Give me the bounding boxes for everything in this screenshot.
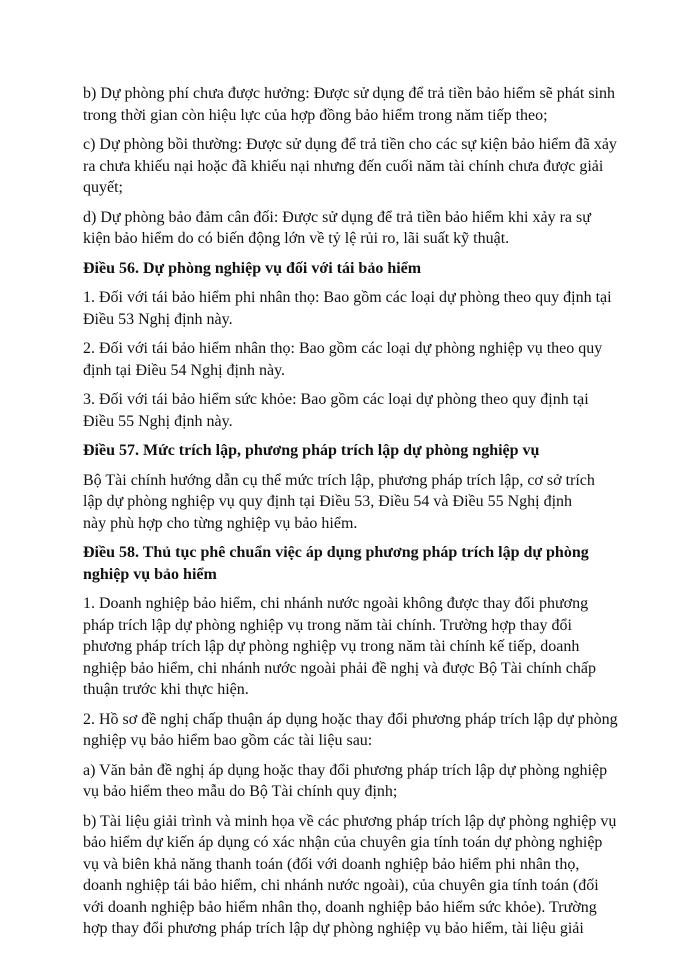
text-line: 2. Hồ sơ đề nghị chấp thuận áp dụng hoặc thay đổi phương pháp trích lập dự phòng [83, 710, 618, 728]
text-line: kiện bảo hiểm do có biến động lớn về tỷ lệ rủi ro, lãi suất kỹ thuật. [83, 230, 510, 247]
text-line: 1. Doanh nghiệp bảo hiểm, chi nhánh nước ngoài không được thay đổi phương [83, 595, 589, 612]
text-line: bảo hiểm dự kiến áp dụng có xác nhận của chuyên gia tính toán dự phòng nghiệp [83, 834, 603, 851]
heading-line: Điều 58. Thủ tục phê chuẩn việc áp dụng phương pháp trích lập dự phòng [83, 544, 589, 561]
paragraph-b-unearned-premium-reserve [83, 83, 623, 126]
text-line: Bộ Tài chính hướng dẫn cụ thể mức trích lập, phương pháp trích lập, cơ sở trích [83, 471, 595, 489]
heading-line: Điều 57. Mức trích lập, phương pháp trích lập dự phòng nghiệp vụ [83, 442, 540, 459]
article-58-item-1 [83, 593, 623, 701]
text-line: với doanh nghiệp bảo hiểm nhân thọ, doanh nghiệp bảo hiểm sức khỏe). Trường [83, 898, 597, 916]
article-56-heading [83, 258, 623, 280]
text-line: lập dự phòng nghiệp vụ quy định tại Điều 53, Điều 54 và Điều 55 Nghị định [83, 493, 573, 510]
text-line: 3. Đối với tái bảo hiểm sức khỏe: Bao gồm các loại dự phòng theo quy định tại [83, 391, 589, 408]
article-56-item-1 [83, 287, 623, 330]
text-line: a) Văn bản đề nghị áp dụng hoặc thay đổi phương pháp trích lập dự phòng nghiệp [83, 761, 608, 779]
text-line: trong thời gian còn hiệu lực của hợp đồng bảo hiểm trong năm tiếp theo; [83, 106, 548, 124]
article-56-item-2 [83, 338, 623, 381]
text-line: vụ bảo hiểm theo mẫu do Bộ Tài chính quy định; [83, 783, 398, 800]
text-line: thuận trước khi thực hiện. [83, 681, 249, 698]
text-line: doanh nghiệp tái bảo hiểm, chi nhánh nước ngoài), của chuyên gia tính toán (đối [83, 877, 599, 894]
document-page [83, 83, 623, 948]
paragraph-d-equalization-reserve [83, 207, 623, 250]
article-56-item-3 [83, 389, 623, 432]
heading-line: Điều 56. Dự phòng nghiệp vụ đối với tái bảo hiểm [83, 259, 422, 277]
text-line: nghiệp vụ bảo hiểm bao gồm các tài liệu sau: [83, 732, 373, 749]
text-line: b) Dự phòng phí chưa được hưởng: Được sử dụng để trả tiền bảo hiểm sẽ phát sinh [83, 85, 615, 102]
text-line: quyết; [83, 179, 123, 196]
text-line: b) Tài liệu giải trình và minh họa về các phương pháp trích lập dự phòng nghiệp vụ [83, 812, 617, 830]
article-58-item-2b [83, 811, 623, 940]
article-57-heading [83, 440, 623, 462]
text-line: định tại Điều 54 Nghị định này. [83, 361, 286, 379]
article-58-item-2 [83, 709, 623, 752]
text-line: vụ và biên khả năng thanh toán (đối với doanh nghiệp bảo hiểm phi nhân thọ, [83, 855, 580, 873]
text-line: Điều 55 Nghị định này. [83, 412, 233, 430]
heading-line: nghiệp vụ bảo hiểm [83, 565, 217, 583]
article-57-body [83, 470, 623, 535]
text-line: này phù hợp cho từng nghiệp vụ bảo hiểm. [83, 514, 358, 532]
paragraph-c-claims-reserve [83, 134, 623, 199]
text-line: ra chưa khiếu nại hoặc đã khiếu nại nhưng đến cuối năm tài chính chưa được giải [83, 157, 604, 175]
text-line: hợp thay đổi phương pháp trích lập dự phòng nghiệp vụ bảo hiểm, tài liệu giải [83, 920, 584, 937]
text-line: pháp trích lập dự phòng nghiệp vụ trong năm tài chính. Trường hợp thay đổi [83, 616, 572, 634]
text-line: 2. Đối với tái bảo hiểm nhân thọ: Bao gồm các loại dự phòng nghiệp vụ theo quy [83, 340, 603, 357]
text-line: c) Dự phòng bồi thường: Được sử dụng để trả tiền cho các sự kiện bảo hiểm đã xảy [83, 136, 617, 153]
text-line: d) Dự phòng bảo đảm cân đối: Được sử dụng để trả tiền bảo hiểm khi xảy ra sự [83, 208, 591, 226]
text-line: 1. Đối với tái bảo hiểm phi nhân thọ: Bao gồm các loại dự phòng theo quy định tại [83, 289, 612, 306]
article-58-item-2a [83, 760, 623, 803]
text-line: Điều 53 Nghị định này. [83, 310, 233, 328]
article-58-heading [83, 542, 623, 585]
text-line: nghiệp bảo hiểm, chi nhánh nước ngoài phải đề nghị và được Bộ Tài chính chấp [83, 659, 596, 677]
text-line: phương pháp trích lập dự phòng nghiệp vụ trong năm tài chính kế tiếp, doanh [83, 638, 580, 655]
